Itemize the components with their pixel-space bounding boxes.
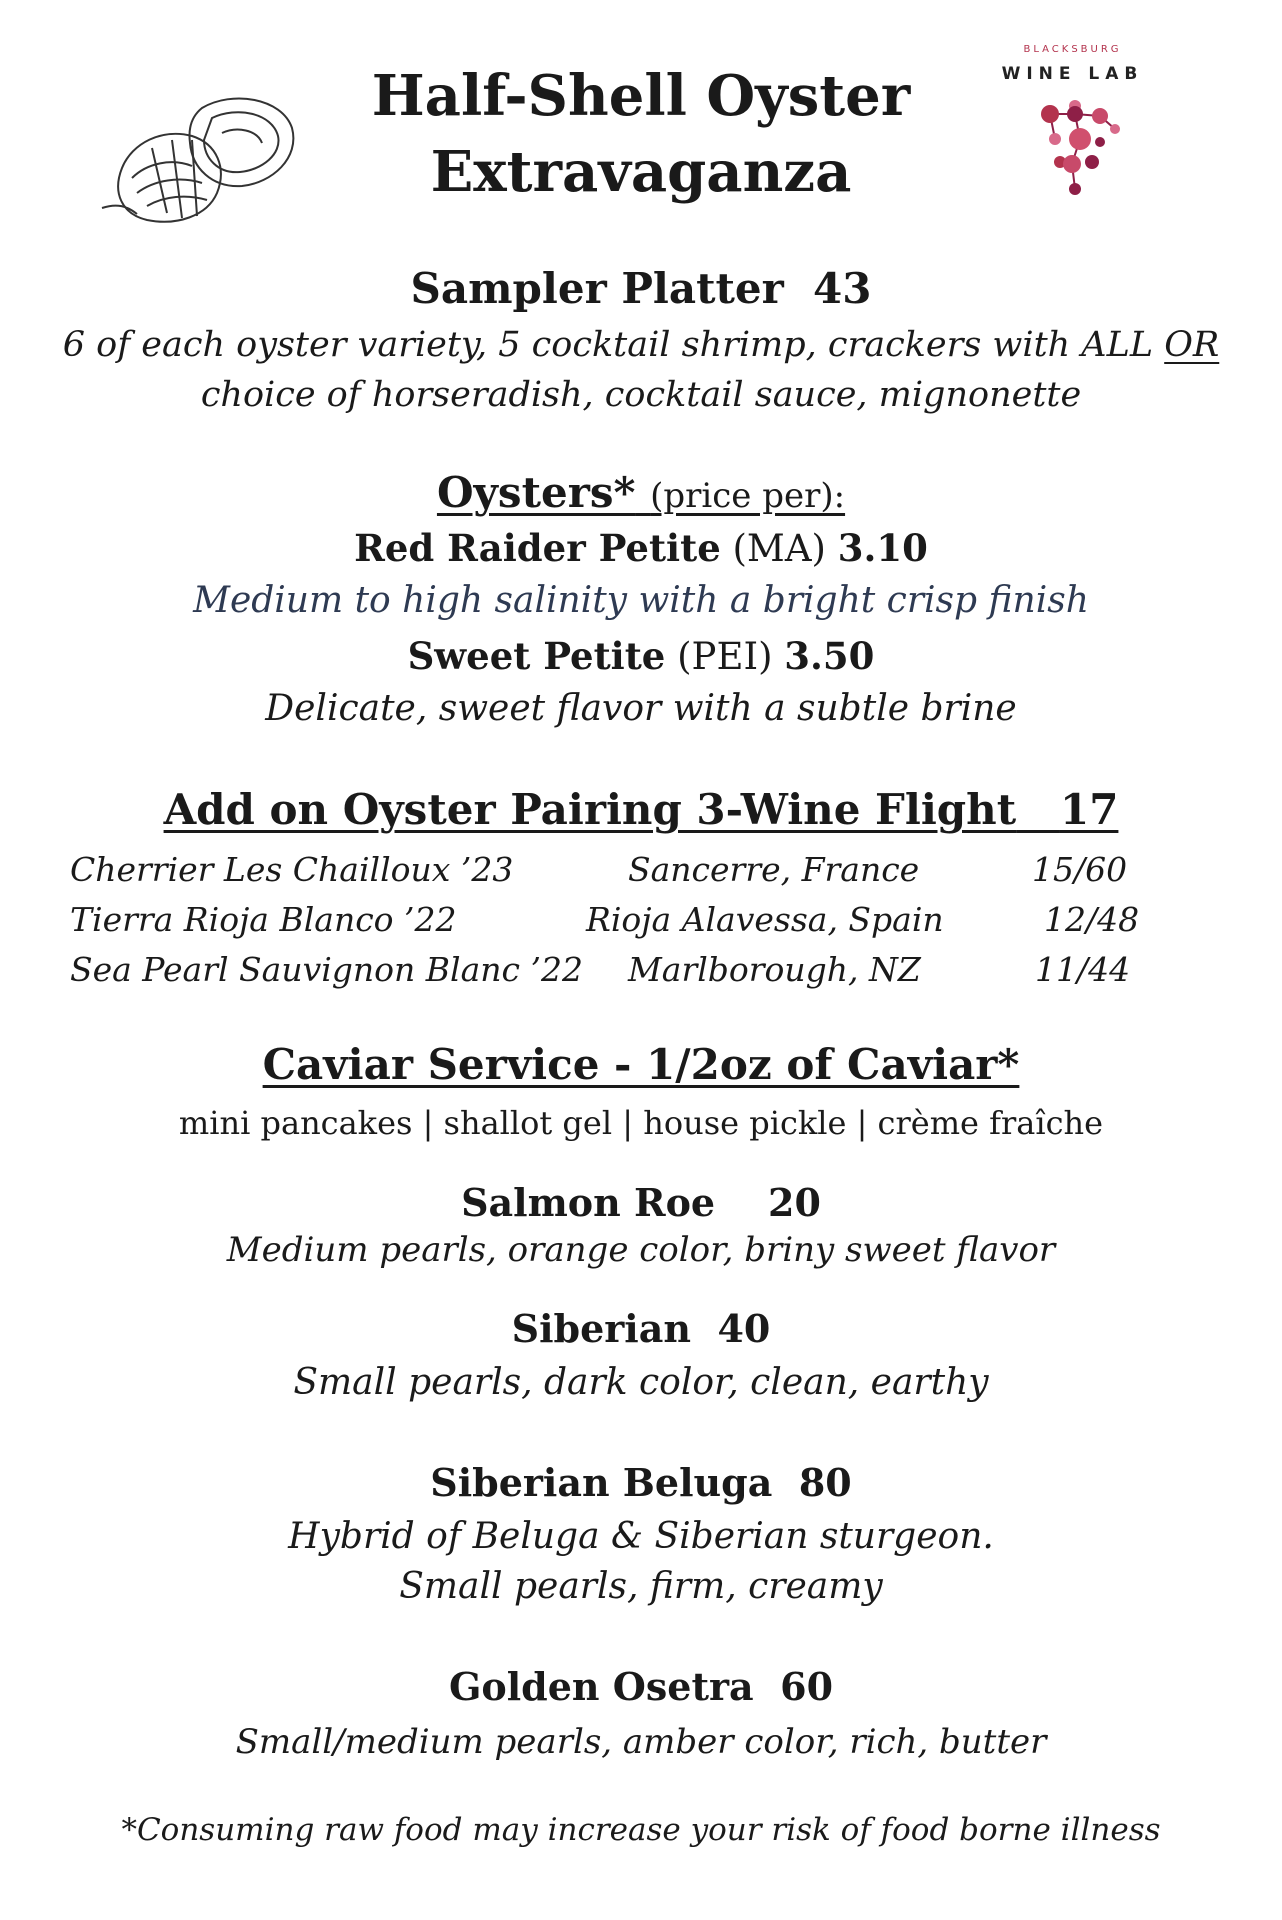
caviar-price: 60 <box>780 1664 834 1709</box>
oyster-origin: (MA) <box>732 527 826 570</box>
sampler-desc-line-2: choice of horseradish, cocktail sauce, mignonette <box>200 375 1082 415</box>
wine-name: Cherrier Les Chailloux ’23 <box>70 850 514 889</box>
wine-price: 12/48 <box>1044 900 1140 939</box>
caviar-name: Salmon Roe <box>461 1180 716 1225</box>
oyster-item-1 <box>0 526 1282 570</box>
caviar-desc: Hybrid of Beluga & Siberian sturgeon. <box>288 1516 994 1557</box>
caviar-heading <box>0 1040 1282 1089</box>
caviar-heading-text: Caviar Service - 1/2oz of Caviar* <box>262 1040 1020 1089</box>
caviar-desc: Small/medium pearls, amber color, rich, butter <box>235 1722 1047 1762</box>
caviar-desc: Small pearls, firm, creamy <box>399 1566 883 1607</box>
flight-price: 17 <box>1059 785 1119 834</box>
wine-region: Sancerre, France <box>628 850 920 889</box>
oysters-heading-text: Oysters* <box>436 468 636 517</box>
page-title <box>0 58 1282 210</box>
caviar-name: Siberian Beluga <box>430 1460 773 1505</box>
oyster-name: Sweet Petite <box>407 634 666 678</box>
flight-heading-text: Add on Oyster Pairing 3-Wine Flight <box>163 785 1017 834</box>
caviar-price: 80 <box>798 1460 852 1505</box>
sampler-or: OR <box>1164 325 1220 365</box>
oyster-desc-2: Delicate, sweet flavor with a subtle brine <box>265 688 1017 729</box>
sampler-desc-text: 6 of each oyster variety, 5 cocktail shrimp, crackers with ALL <box>62 325 1165 365</box>
title-line-2: Extravaganza <box>430 139 852 205</box>
wine-name: Sea Pearl Sauvignon Blanc ’22 <box>70 950 583 989</box>
caviar-item-2 <box>0 1306 1282 1351</box>
caviar-name: Siberian <box>511 1306 691 1351</box>
caviar-desc: Small pearls, dark color, clean, earthy <box>293 1362 989 1403</box>
disclaimer: *Consuming raw food may increase your risk of food borne illness <box>121 1812 1161 1848</box>
sampler-desc-line-1 <box>0 325 1282 365</box>
wine-region: Marlborough, NZ <box>628 950 921 989</box>
wine-price: 11/44 <box>1035 950 1131 989</box>
sampler-heading <box>0 264 1282 313</box>
caviar-name: Golden Osetra <box>448 1664 754 1709</box>
wine-price: 15/60 <box>1032 850 1128 889</box>
oyster-item-2 <box>0 634 1282 678</box>
caviar-accompaniments: mini pancakes | shallot gel | house pickle | crème fraîche <box>178 1104 1104 1142</box>
oysters-heading <box>0 468 1282 517</box>
oyster-origin: (PEI) <box>677 635 773 678</box>
wine-name: Tierra Rioja Blanco ’22 <box>70 900 457 939</box>
logo-small-text: BLACKSBURG <box>1023 44 1122 55</box>
caviar-item-1 <box>0 1180 1282 1225</box>
oyster-desc-1: Medium to high salinity with a bright crisp finish <box>193 580 1089 621</box>
caviar-item-4 <box>0 1664 1282 1709</box>
caviar-price: 40 <box>717 1306 771 1351</box>
wine-region: Rioja Alavessa, Spain <box>586 900 944 939</box>
flight-heading <box>0 785 1282 834</box>
oyster-price: 3.10 <box>837 526 928 570</box>
sampler-title: Sampler Platter <box>410 264 784 313</box>
title-line-1: Half-Shell Oyster <box>371 63 911 129</box>
caviar-item-3 <box>0 1460 1282 1505</box>
oyster-name: Red Raider Petite <box>354 526 721 570</box>
caviar-desc: Medium pearls, orange color, briny sweet flavor <box>226 1230 1056 1270</box>
oysters-heading-note: (price per): <box>650 476 846 516</box>
oyster-price: 3.50 <box>784 634 875 678</box>
logo-big-text: WINE LAB <box>1001 64 1144 84</box>
sampler-price: 43 <box>812 264 872 313</box>
caviar-price: 20 <box>768 1180 821 1225</box>
